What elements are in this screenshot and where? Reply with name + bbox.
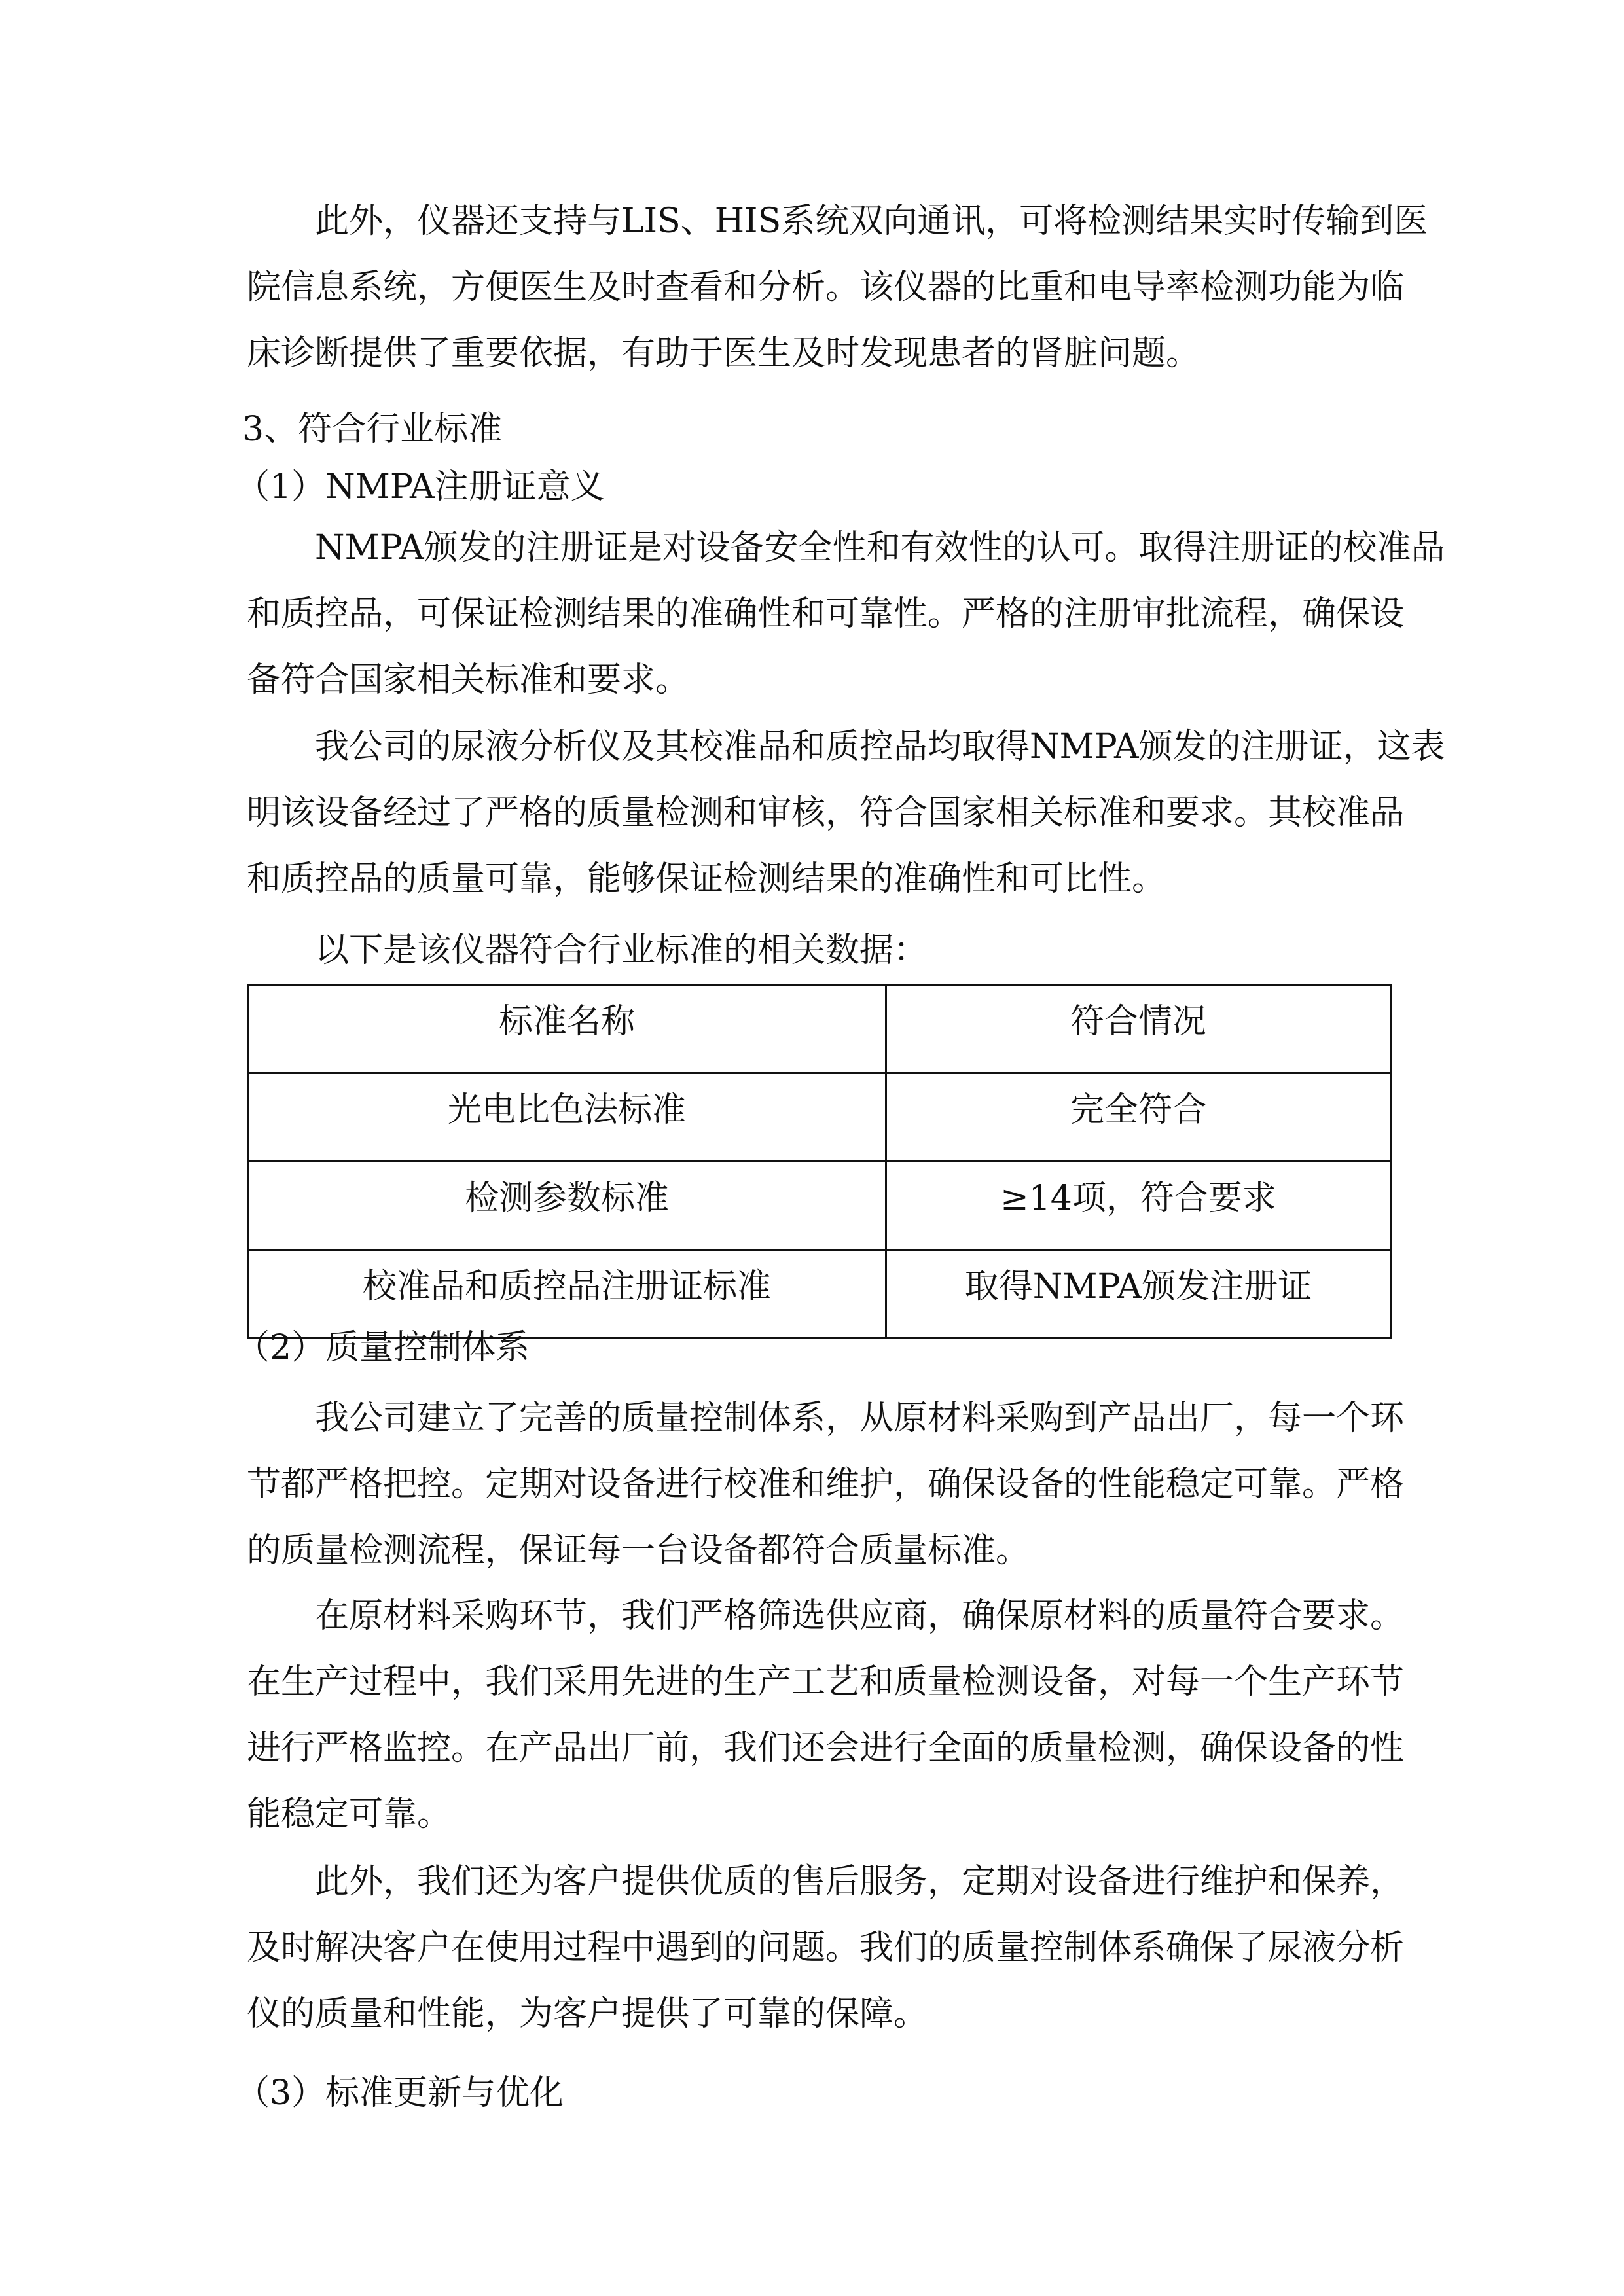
text-line: 床诊断提供了重要依据，有助于医生及时发现患者的肾脏问题。 xyxy=(247,334,1200,373)
text-line: 院信息系统，方便医生及时查看和分析。该仪器的比重和电导率检测功能为临 xyxy=(247,268,1405,307)
section-heading: 3、符合行业标准 xyxy=(242,410,503,449)
text-line: 此外，仪器还支持与LIS、HIS系统双向通讯，可将检测结果实时传输到医 xyxy=(315,202,1428,241)
text-line: 明该设备经过了严格的质量检测和审核，符合国家相关标准和要求。其校准品 xyxy=(247,793,1405,833)
text-line: 及时解决客户在使用过程中遇到的问题。我们的质量控制体系确保了尿液分析 xyxy=(247,1928,1405,1967)
paragraph-table-intro xyxy=(247,918,1390,984)
text-line: 此外，我们还为客户提供优质的售后服务，定期对设备进行维护和保养， xyxy=(315,1862,1405,1901)
text-line: 我公司建立了完善的质量控制体系，从原材料采购到产品出厂，每一个环 xyxy=(315,1399,1405,1438)
text-line: 在原材料采购环节，我们严格筛选供应商，确保原材料的质量符合要求。 xyxy=(315,1596,1405,1636)
table-cell: 光电比色法标准 xyxy=(248,1073,886,1162)
table-cell: 校准品和质控品注册证标准 xyxy=(248,1250,886,1338)
text-line: 的质量检测流程，保证每一台设备都符合质量标准。 xyxy=(247,1531,1030,1570)
text-line: 仪的质量和性能，为客户提供了可靠的保障。 xyxy=(247,1994,928,2034)
paragraph-procurement xyxy=(247,1583,1405,1848)
table-cell: 完全符合 xyxy=(886,1073,1391,1162)
text-line: 节都严格把控。定期对设备进行校准和维护，确保设备的性能稳定可靠。严格 xyxy=(247,1465,1405,1504)
text-line: 以下是该仪器符合行业标准的相关数据： xyxy=(315,931,928,970)
text-line: 进行严格监控。在产品出厂前，我们还会进行全面的质量检测，确保设备的性 xyxy=(247,1729,1405,1768)
paragraph-quality-system xyxy=(247,1386,1405,1584)
text-line: 能稳定可靠。 xyxy=(247,1795,452,1834)
text-line: 在生产过程中，我们采用先进的生产工艺和质量检测设备，对每一个生产环节 xyxy=(247,1662,1405,1702)
paragraph-company-nmpa xyxy=(247,714,1445,912)
table-cell: 检测参数标准 xyxy=(248,1162,886,1250)
paragraph-lis-his xyxy=(247,188,1428,387)
header-cell: 标准名称 xyxy=(248,985,886,1073)
table-row xyxy=(248,1162,1391,1250)
paragraph-after-sales xyxy=(247,1849,1405,2047)
paragraph-nmpa xyxy=(247,515,1445,713)
text-line: NMPA颁发的注册证是对设备安全性和有效性的认可。取得注册证的校准品 xyxy=(315,528,1445,567)
text-line: 和质控品的质量可靠，能够保证检测结果的准确性和可比性。 xyxy=(247,859,1166,899)
text-line: 我公司的尿液分析仪及其校准品和质控品均取得NMPA颁发的注册证，这表 xyxy=(315,727,1445,766)
table-cell: ≥14项，符合要求 xyxy=(886,1162,1391,1250)
subsection-heading-3: （3）标准更新与优化 xyxy=(236,2073,564,2113)
subsection-heading-2: （2）质量控制体系 xyxy=(236,1328,530,1367)
subsection-heading-1: （1）NMPA注册证意义 xyxy=(236,467,605,507)
table-header-row xyxy=(248,985,1391,1073)
text-line: 和质控品，可保证检测结果的准确性和可靠性。严格的注册审批流程，确保设 xyxy=(247,594,1405,634)
table-row xyxy=(248,1073,1391,1162)
table-cell: 取得NMPA颁发注册证 xyxy=(886,1250,1391,1338)
text-line: 备符合国家相关标准和要求。 xyxy=(247,660,690,700)
standards-table xyxy=(247,984,1392,1339)
header-cell: 符合情况 xyxy=(886,985,1391,1073)
